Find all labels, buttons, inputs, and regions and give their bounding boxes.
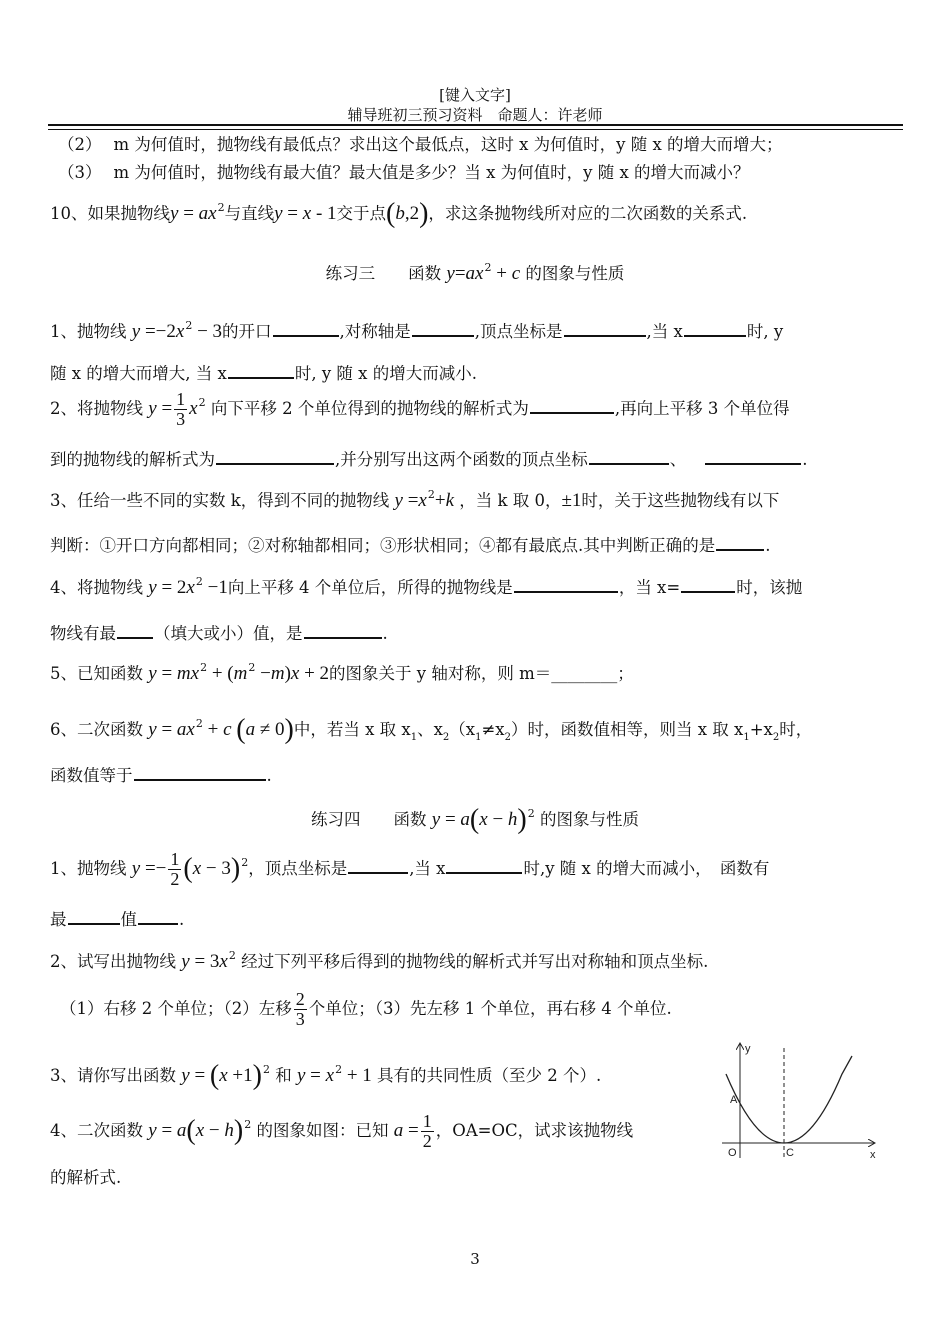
y-axis-label: y (745, 1043, 751, 1055)
ex3-question-4: 4、将抛物线 $y = 2x^2 -1$向上平移 4 个单位后，所得的抛物线是 ，当 x= 时，该抛 (50, 575, 803, 598)
ex4-question-4: 4、二次函数 $y = a(x - h)^2$ 的图象如图：已知 a = $\frac{1}{2}$ ，OA=OC，试求该抛物线 (50, 1111, 634, 1151)
point-a-label: A (730, 1094, 738, 1106)
answer-blank[interactable] (228, 376, 294, 379)
page-number: 3 (470, 1250, 480, 1268)
part-3: （3） m 为何值时，抛物线有最大值？最大值是多少？当 x 为何值时，y 随 x 的增大而减小？ (58, 163, 750, 182)
fraction-two-thirds: $\frac{2}{3}$ (295, 989, 305, 1029)
answer-blank[interactable] (564, 334, 646, 337)
answer-blank[interactable] (446, 871, 522, 874)
answer-blank[interactable] (530, 411, 614, 414)
ex3-question-2: 2、将抛物线 y = $\frac{1}{3}$ $x^2$ 向下平移 2 个单位得到的抛物线的解析式为 ,再向上平移 3 个单位得 (50, 389, 790, 429)
ex3-question-1-cont: 随 x 的增大而增大, 当 x 时, y 随 x 的增大而减小. (50, 364, 477, 383)
ex4-question-1: 1、抛物线 y =− $\frac{1}{2}$ $(x - 3)^2$，顶点坐标是 ,当 x 时,y 随 x 的增大而减小， 函数有 (50, 849, 770, 889)
answer-blank[interactable] (117, 636, 153, 639)
ex3-question-4-cont: 物线有最 （填大或小）值，是 . (50, 624, 388, 643)
parabola-curve (726, 1056, 852, 1143)
exercise-3-title: 练习三 函数 $y=ax^2 + c$ 的图象与性质 (325, 261, 625, 284)
ex3-question-1: 1、抛物线 $y =-2x^2 - 3$的开口 ,对称轴是 ,顶点坐标是 ,当 x 时, y (50, 319, 784, 342)
ex4-question-2-parts: （1）右移 2 个单位；（2）左移 $\frac{2}{3}$ 个单位；（3）先左移 1 个单位，再右移 4 个单位. (60, 989, 672, 1029)
answer-blank[interactable] (348, 871, 408, 874)
question-10: 10、如果抛物线$y = ax^2$与直线y = x - 1交于点(b,2)，求这条抛物线所对应的二次函数的关系式. (50, 198, 748, 229)
answer-blank[interactable] (681, 590, 735, 593)
answer-blank[interactable] (514, 590, 618, 593)
fraction-one-half: $\frac{1}{2}$ (170, 849, 180, 889)
point-c-label: C (786, 1147, 794, 1159)
answer-blank[interactable] (684, 334, 746, 337)
part-2: （2） m 为何值时，抛物线有最低点？求出这个最低点，这时 x 为何值时，y 随 x 的增大而增大； (58, 135, 783, 154)
answer-blank[interactable] (273, 334, 339, 337)
x-axis-label: x (870, 1149, 876, 1161)
ex3-question-6: 6、二次函数 $y = ax^2 + c$ (a ≠ 0)中，若当 x 取 $x_1$、$x_2(x_1\ne x_2)$时，函数值相等，则当 x 取 $x_1+x_2$时， (50, 714, 813, 745)
answer-blank[interactable] (589, 462, 669, 465)
ex3-question-2-cont: 到的抛物线的解析式为 ,并分别写出这两个函数的顶点坐标 、 . (50, 450, 808, 469)
ex3-question-5: 5、已知函数 $y = mx^2 + (m^2 -m)x + 2$的图象关于 y 轴对称，则 m＝________； (50, 661, 634, 684)
answer-blank[interactable] (134, 778, 266, 781)
ex4-question-3: 3、请你写出函数 $y = (x +1)^2$ 和 $y = x^2 + 1$ 具有的共同性质（至少 2 个）. (50, 1060, 602, 1091)
ex4-question-4-cont: 的解析式. (50, 1168, 122, 1187)
answer-blank[interactable] (412, 334, 474, 337)
answer-blank[interactable] (716, 548, 764, 551)
ex4-question-2: 2、试写出抛物线 $y = 3x^2$ 经过下列平移后得到的抛物线的解析式并写出对称轴和顶点坐标. (50, 949, 709, 972)
ex4-question-1-cont: 最 值 . (50, 910, 185, 929)
fraction-one-third: $\frac{1}{3}$ (176, 389, 186, 429)
header-rule-thin (48, 129, 903, 130)
ex3-question-3: 3、任给一些不同的实数 k，得到不同的抛物线 $y =x^2+k$ ，当 k 取 0，±1时，关于这些抛物线有以下 (50, 488, 780, 511)
ex3-question-6-cont: 函数值等于 . (50, 766, 272, 785)
ex3-question-3-cont: 判断：①开口方向都相同；②对称轴都相同；③形状相同；④都有最底点.其中判断正确的是 . (50, 536, 771, 555)
exercise-4-title: 练习四 函数 $y = a(x - h)^2$ 的图象与性质 (311, 804, 639, 835)
fraction-one-half: $\frac{1}{2}$ (422, 1111, 432, 1151)
header-rule (48, 124, 903, 126)
answer-blank[interactable] (216, 462, 334, 465)
header-subtitle: 辅导班初三预习资料 命题人：许老师 (347, 106, 603, 124)
parabola-figure (712, 1040, 882, 1162)
answer-blank[interactable] (138, 922, 178, 925)
answer-blank[interactable] (705, 462, 801, 465)
header-placeholder: [键入文字] (439, 86, 511, 104)
answer-blank[interactable] (68, 922, 120, 925)
origin-label: O (728, 1147, 737, 1159)
answer-blank[interactable] (304, 636, 382, 639)
